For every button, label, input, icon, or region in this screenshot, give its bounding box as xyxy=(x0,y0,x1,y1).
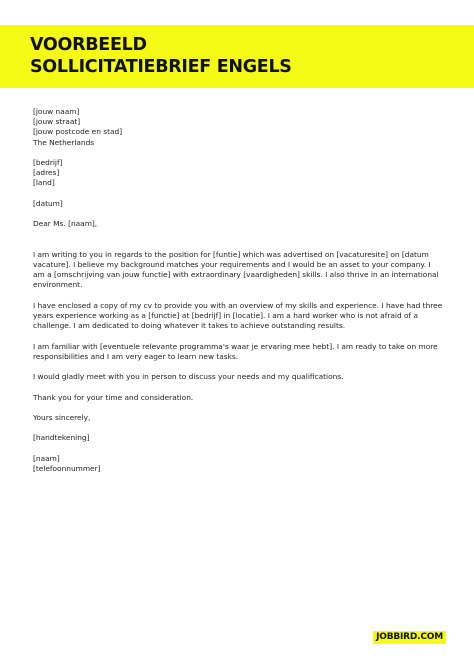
paragraph-5 xyxy=(33,393,448,403)
paragraph-line: vacature]. I believe my background matches your requirements and I would be an asset to your company. I xyxy=(33,259,431,269)
sender-country: The Netherlands xyxy=(33,137,95,147)
contact-block xyxy=(33,454,448,474)
paragraph-line: responsibilities and I am very eager to learn new tasks. xyxy=(33,351,239,361)
sender-postcode-city: [jouw postcode en stad] xyxy=(33,127,123,137)
paragraph-line: years experience working as a [functie] at [bedrijf] in [locatie]. I am a hard worker who is not afraid of a xyxy=(33,310,419,320)
jobbird-logo: JOBBIRD.COM xyxy=(373,631,446,644)
paragraph-line: am a [omschrijving van jouw functie] with extraordinary [vaardigheden] skills. I also thrive in an international xyxy=(33,270,439,280)
paragraph-2 xyxy=(33,301,448,332)
recipient-address: [adres] xyxy=(33,168,60,178)
recipient-country: [land] xyxy=(33,178,55,188)
sender-block xyxy=(33,107,448,148)
paragraph-line: challenge. I am dedicated to doing whatever it takes to achieve outstanding results. xyxy=(33,321,346,331)
contact-name: [naam] xyxy=(33,453,60,463)
paragraph-line: I would gladly meet with you in person to discuss your needs and my qualifications. xyxy=(33,372,344,382)
letter-date: [datum] xyxy=(33,198,63,208)
closing: Yours sincerely, xyxy=(33,412,91,422)
page-title xyxy=(30,34,292,78)
title-line-2: SOLLICITATIEBRIEF ENGELS xyxy=(30,57,292,77)
paragraph-line: I am writing to you in regards to the position for [funtie] which was advertised on [vacaturesite] on [datum xyxy=(33,249,429,259)
salutation: Dear Ms. [naam], xyxy=(33,219,98,229)
paragraph-4 xyxy=(33,372,448,382)
paragraph-line: Thank you for your time and consideration. xyxy=(33,392,194,402)
letter-body xyxy=(33,107,448,474)
recipient-block xyxy=(33,158,448,189)
paragraph-line: I am familiar with [eventuele relevante programma's waar je ervaring mee hebt]. I am ready to take on more xyxy=(33,341,438,351)
sender-street: [jouw straat] xyxy=(33,117,81,127)
sender-name: [jouw naam] xyxy=(33,107,80,116)
contact-phone: [telefoonnummer] xyxy=(33,463,101,473)
signature: [handtekening] xyxy=(33,433,90,443)
paragraph-line: environment. xyxy=(33,280,83,290)
paragraph-1 xyxy=(33,250,448,291)
paragraph-line: I have enclosed a copy of my cv to provide you with an overview of my skills and experience. I have had three xyxy=(33,300,443,310)
recipient-company: [bedrijf] xyxy=(33,158,63,167)
title-line-1: VOORBEELD xyxy=(30,35,147,55)
paragraph-3 xyxy=(33,342,448,362)
